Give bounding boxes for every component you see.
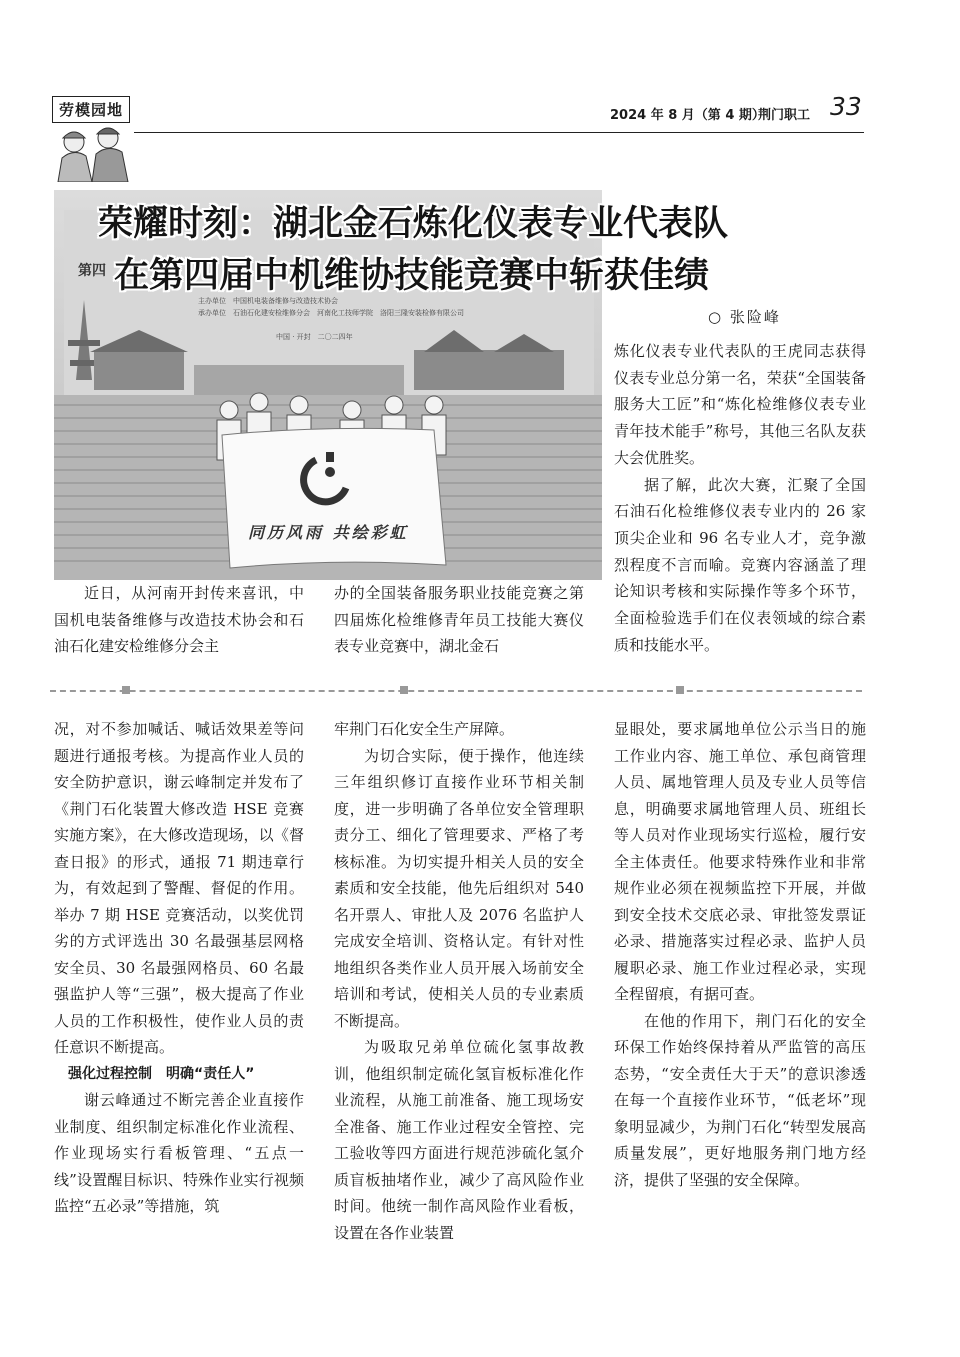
page-number: 33	[830, 92, 862, 121]
section-divider	[50, 690, 862, 694]
upper-right-column	[614, 338, 866, 658]
magazine-name: 荆门职工	[758, 108, 811, 123]
lower-column-3	[614, 716, 866, 1193]
lower-col1-para-1: 况，对不参加喊话、喊话效果差等问题进行通报考核。为提高作业人员的安全防护意识，谢云峰制定并发布了《荆门石化装置大修改造 HSE 竞赛实施方案》，在大修改造现场，以《督查日报》的形式，通报 71 期违章行为，有效起到了警醒、督促的作用。举办 7 期 HSE 竞赛活动，以奖优罚劣的方式评选出 30 名最强基层网格安全员、30 名最强网格员、60 名最强监护人等“三强”，极大提高了作业人员的工作积极性，使作业人员的责任意识不断提高。	[54, 720, 304, 1056]
divider-mark	[676, 686, 684, 694]
divider-mark	[122, 686, 130, 694]
intro-column-2	[334, 580, 584, 660]
author: ○ 张险峰	[708, 308, 781, 326]
flag-slogan: 同历风雨 共绘彩虹	[248, 523, 409, 542]
lower-column-1	[54, 716, 304, 1220]
section-tag	[52, 96, 132, 182]
lower-col3-para-1: 显眼处，要求属地单位公示当日的施工作业内容、施工单位、承包商管理人员、属地管理人员及专业人员等信息，明确要求属地管理人员、班组长等人员对作业现场实行巡检，履行安全主体责任。他要求特殊作业和非常规作业必须在视频监控下开展，并做到安全技术交底必录、审批签发票证必录、措施落实过程必录、监护人员履职必录、施工作业过程必录，实现全程留痕，有据可查。	[614, 720, 866, 1003]
lower-column-2	[334, 716, 584, 1246]
upper-right-para-1: 炼化仪表专业代表队的王虎同志获得仪表专业总分第一名，荣获“全国装备服务大工匠”和“炼化检维修仪表专业青年技术能手”称号，其他三名队友获大会优胜奖。	[614, 342, 866, 467]
subheading: 强化过程控制 明确“责任人”	[68, 1065, 255, 1082]
workers-illustration	[52, 120, 132, 182]
intro-para-cont: 办的全国装备服务职业技能竞赛之第四届炼化检维修青年员工技能大赛仪表专业竞赛中，湖北金石	[334, 584, 584, 655]
upper-right-para-2: 据了解，此次大赛，汇聚了全国石油石化检维修仪表专业内的 26 家顶尖企业和 96 名专业人才，竞争激烈程度不言而喻。竞赛内容涵盖了理论知识考核和实际操作等多个环节，全面检验选手们在仪表领域的综合素质和技能水平。	[614, 475, 866, 654]
article-title	[98, 198, 858, 302]
banner-organizer: 承办单位 石油石化建安检维修分会 河南化工技师学院 洛阳三隆安装检修有限公司	[198, 309, 464, 317]
title-line-1: 荣耀时刻：湖北金石炼化仪表专业代表队	[98, 203, 729, 244]
intro-column-1	[54, 580, 304, 660]
banner-host: 主办单位 中国机电装备维修与改造技术协会	[198, 297, 338, 305]
lower-col2-para-1: 牢荆门石化安全生产屏障。	[334, 720, 515, 738]
banner-prefix: 第四	[78, 263, 106, 279]
lower-col2-para-3: 为吸取兄弟单位硫化氢事故教训，他组织制定硫化氢盲板标准化作业流程，从施工前准备、施工现场安全准备、施工作业过程安全管控、完工验收等四方面进行规范涉硫化氢介质盲板抽堵作业，减少了高风险作业时间。他统一制作高风险作业看板，设置在各作业装置	[334, 1038, 584, 1242]
title-line-2: 在第四届中机维协技能竞赛中斩获佳绩	[114, 255, 710, 296]
header-rule	[134, 132, 864, 133]
intro-para: 近日，从河南开封传来喜讯，中国机电装备维修与改造技术协会和石油石化建安检维修分会主	[54, 584, 304, 655]
lower-col3-para-2: 在他的作用下，荆门石化的安全环保工作始终保持着从严监管的高压态势，“安全责任大于天”的意识渗透在每一个直接作业环节，“低老坏”现象明显减少，为荆门石化“转型发展高质量发展”，更好地服务荆门地方经济，提供了坚强的安全保障。	[614, 1011, 866, 1189]
section-tag-label: 劳模园地	[52, 96, 130, 123]
divider-mark	[400, 686, 408, 694]
banner-place: 中国 · 开封 二〇二四年	[276, 333, 353, 341]
issue-date: 2024 年 8 月（第 4 期）	[610, 108, 765, 123]
lower-col1-para-2: 谢云峰通过不断完善企业直接作业制度、组织制定标准化作业流程、作业现场实行看板管理、“五点一线”设置醒目标识、特殊作业实行视频监控“五必录”等措施，筑	[54, 1091, 304, 1215]
lower-col2-para-2: 为切合实际，便于操作，他连续三年组织修订直接作业环节相关制度，进一步明确了各单位安全管理职责分工、细化了管理要求、严格了考核标准。为切实提升相关人员的安全素质和安全技能，他先后组织对 540 名开票人、审批人及 2076 名监护人完成安全培训、资格认定。有针对性地组织各类作业人员开展入场前安全培训和考试，使相关人员的专业素质不断提高。	[334, 746, 584, 1030]
